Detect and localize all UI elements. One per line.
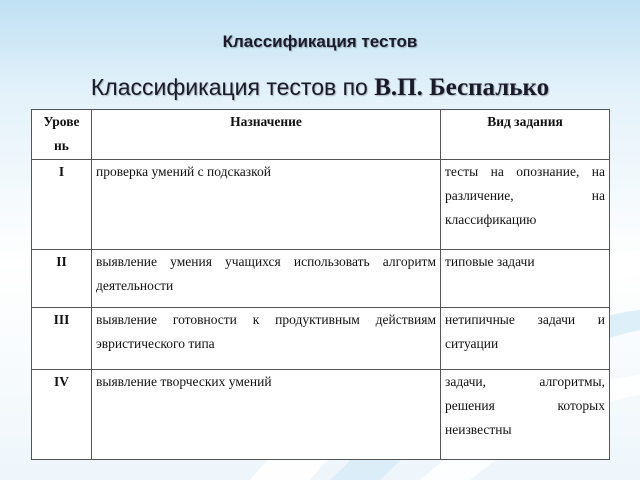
header-level-line2: нь: [54, 138, 69, 153]
task-type-cell: задачи, алгоритмы, решения которых неизвестны: [441, 370, 610, 460]
table-row: [32, 308, 610, 370]
header-level-line1: Урове: [43, 114, 80, 129]
slide-subtitle: [0, 74, 640, 102]
level-cell: IV: [32, 370, 92, 460]
slide-title: Классификация тестов: [222, 32, 418, 51]
subtitle-author: В.П. Беспалько: [374, 74, 550, 101]
task-type-cell: тесты на опознание, на различение, на классификацию: [441, 160, 610, 250]
subtitle-prefix: Классификация тестов по: [90, 74, 368, 100]
table-row: [32, 160, 610, 250]
level-cell: II: [32, 250, 92, 308]
table-row: [32, 370, 610, 460]
table-row: [32, 250, 610, 308]
purpose-cell: выявление умения учащихся использовать алгоритм деятельности: [92, 250, 441, 308]
purpose-cell: проверка умений с подсказкой: [92, 160, 441, 250]
level-cell: I: [32, 160, 92, 250]
header-purpose: Назначение: [92, 110, 441, 160]
level-cell: III: [32, 308, 92, 370]
task-type-cell: типовые задачи: [441, 250, 610, 308]
classification-table: [31, 109, 610, 460]
header-task-type: Вид задания: [441, 110, 610, 160]
table-header-row: [32, 110, 610, 160]
purpose-cell: выявление готовности к продуктивным действиям эвристического типа: [92, 308, 441, 370]
task-type-cell: нетипичные задачи и ситуации: [441, 308, 610, 370]
purpose-cell: выявление творческих умений: [92, 370, 441, 460]
header-level: [32, 110, 92, 160]
